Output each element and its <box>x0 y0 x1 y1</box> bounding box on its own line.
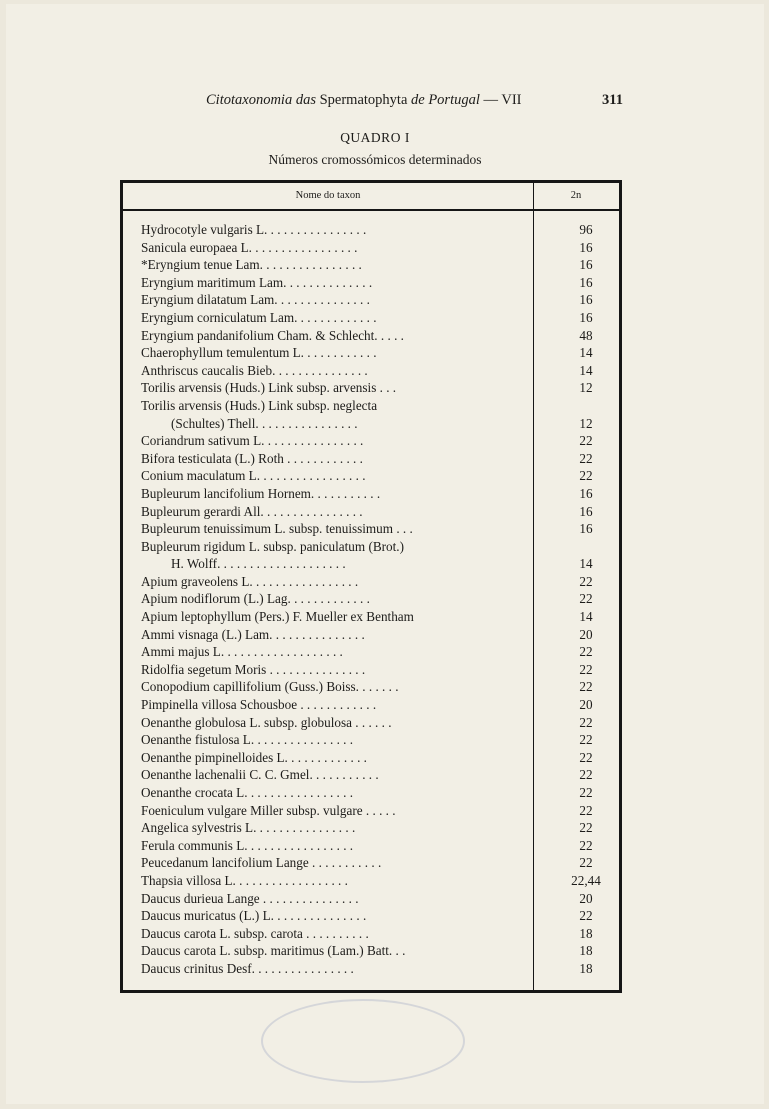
taxon-name: Oenanthe fistulosa L. . . . . . . . . . . . . . . . <box>141 732 354 748</box>
chromosome-number: 22 <box>579 820 593 836</box>
taxon-name: Oenanthe globulosa L. subsp. globulosa . . . . . . <box>141 714 392 730</box>
table-row <box>141 590 619 608</box>
table-row <box>141 520 619 538</box>
taxon-name: Angelica sylvestris L. . . . . . . . . . . . . . . . <box>141 820 356 836</box>
table-row <box>141 678 619 696</box>
table-row <box>141 291 619 309</box>
chromosome-number: 22 <box>579 732 593 748</box>
table-row <box>141 239 619 257</box>
table-row <box>141 925 619 943</box>
chromosome-number: 16 <box>579 503 593 519</box>
chromosome-number: 16 <box>579 239 593 255</box>
chromosome-number: 48 <box>579 327 593 343</box>
chromosome-number: 22 <box>579 855 593 871</box>
table-row <box>141 256 619 274</box>
page-number: 311 <box>602 92 623 108</box>
chromosome-number: 16 <box>579 521 593 537</box>
chromosome-number: 16 <box>579 257 593 273</box>
taxon-name: Conopodium capillifolium (Guss.) Boiss. . . . . . . <box>141 679 399 695</box>
taxon-name: Bupleurum rigidum L. subsp. paniculatum (Brot.) <box>141 538 404 554</box>
title-part-1: Citotaxonomia das <box>206 92 316 108</box>
title-part-3: de Portugal <box>411 92 480 108</box>
table-row <box>141 696 619 714</box>
taxon-name: (Schultes) Thell. . . . . . . . . . . . . . . . <box>171 415 358 431</box>
table-row <box>141 274 619 292</box>
taxon-name: Eryngium pandanifolium Cham. & Schlecht. . . . . <box>141 327 404 343</box>
taxon-name: Apium nodiflorum (L.) Lag. . . . . . . . . . . . . <box>141 591 370 607</box>
taxon-name: Eryngium corniculatum Lam. . . . . . . . . . . . . <box>141 309 377 325</box>
table-body <box>141 221 619 978</box>
table-row <box>141 538 619 556</box>
taxon-name: Bupleurum tenuissimum L. subsp. tenuissimum . . . <box>141 521 413 537</box>
chromosome-number: 22 <box>579 749 593 765</box>
taxon-name: Oenanthe lachenalii C. C. Gmel. . . . . . . . . . . <box>141 767 379 783</box>
taxon-name: Daucus carota L. subsp. maritimus (Lam.) Batt. . . <box>141 943 406 959</box>
table-row <box>141 397 619 415</box>
chromosome-number: 22 <box>579 679 593 695</box>
running-title <box>206 92 522 109</box>
table-row <box>141 362 619 380</box>
table-row <box>141 731 619 749</box>
taxon-name: Anthriscus caucalis Bieb. . . . . . . . . . . . . . . <box>141 362 368 378</box>
taxon-name: H. Wolff. . . . . . . . . . . . . . . . . . . . <box>171 556 346 572</box>
taxon-name: Daucus crinitus Desf. . . . . . . . . . . . . . . . <box>141 960 354 976</box>
table-row <box>141 432 619 450</box>
taxon-name: Daucus carota L. subsp. carota . . . . . . . . . . <box>141 925 369 941</box>
chromosome-number: 18 <box>579 925 593 941</box>
taxon-name: Ridolfia segetum Moris . . . . . . . . . . . . . . . <box>141 661 366 677</box>
title-part-2: Spermatophyta <box>315 92 412 108</box>
taxon-name: Thapsia villosa L. . . . . . . . . . . . . . . . . . <box>141 872 348 888</box>
library-stamp <box>261 999 465 1083</box>
table-row <box>141 221 619 239</box>
taxon-name: Daucus durieua Lange . . . . . . . . . . . . . . . <box>141 890 359 906</box>
table-row <box>141 485 619 503</box>
chromosome-number: 22 <box>579 573 593 589</box>
taxon-name: Ferula communis L. . . . . . . . . . . . . . . . . <box>141 837 354 853</box>
taxon-name: Chaerophyllum temulentum L. . . . . . . . . . . . <box>141 345 377 361</box>
table-row <box>141 573 619 591</box>
table-row <box>141 503 619 521</box>
taxon-name: Apium leptophyllum (Pers.) F. Mueller ex Bentham <box>141 609 414 625</box>
book-page <box>6 4 764 1104</box>
taxon-name: Bifora testiculata (L.) Roth . . . . . . . . . . . . <box>141 450 363 466</box>
table-row <box>141 643 619 661</box>
chromosome-number: 18 <box>579 943 593 959</box>
table-subtitle: Números cromossómicos determinados <box>268 152 482 167</box>
taxon-name: Apium graveolens L. . . . . . . . . . . . . . . . . <box>141 573 359 589</box>
chromosome-number: 22 <box>579 837 593 853</box>
table-row <box>141 608 619 626</box>
table-row <box>141 872 619 890</box>
taxon-name: Ammi majus L. . . . . . . . . . . . . . . . . . . <box>141 644 343 660</box>
column-header-taxon: Nome do taxon <box>295 190 361 201</box>
taxon-name: Torilis arvensis (Huds.) Link subsp. arvensis . . . <box>141 380 397 396</box>
chromosome-number: 96 <box>579 222 593 237</box>
table-title: QUADRO I <box>340 130 410 145</box>
chromosome-number: 14 <box>579 345 593 361</box>
taxon-name: Eryngium dilatatum Lam. . . . . . . . . . . . . . . <box>141 292 370 308</box>
taxon-name: Daucus muricatus (L.) L. . . . . . . . . . . . . . . <box>141 908 367 924</box>
taxon-name: Sanicula europaea L. . . . . . . . . . . . . . . . . <box>141 239 358 255</box>
chromosome-number: 22,44 <box>571 872 601 888</box>
table-row <box>141 890 619 908</box>
title-part-4: — VII <box>479 92 522 108</box>
chromosome-number: 22 <box>579 714 593 730</box>
table-row <box>141 714 619 732</box>
chromosome-number: 22 <box>579 767 593 783</box>
table-header <box>123 183 619 211</box>
chromosome-number: 22 <box>579 661 593 677</box>
table-row <box>141 766 619 784</box>
chromosome-number: 16 <box>579 485 593 501</box>
table-row <box>141 327 619 345</box>
table-row <box>141 749 619 767</box>
chromosome-number: 18 <box>579 960 593 976</box>
table-row <box>141 555 619 573</box>
table-row <box>141 626 619 644</box>
column-header-2n: 2n <box>570 190 582 201</box>
table-row <box>141 802 619 820</box>
taxon-name: Hydrocotyle vulgaris L. . . . . . . . . . . . . . . . <box>141 222 367 237</box>
chromosome-number: 22 <box>579 468 593 484</box>
taxon-name: Foeniculum vulgare Miller subsp. vulgare . . . . . <box>141 802 396 818</box>
table-row <box>141 837 619 855</box>
table-row <box>141 450 619 468</box>
table-row <box>141 309 619 327</box>
chromosome-number: 22 <box>579 908 593 924</box>
taxon-name: *Eryngium tenue Lam. . . . . . . . . . . . . . . . <box>141 257 362 273</box>
table-row <box>141 344 619 362</box>
chromosome-number: 12 <box>579 415 593 431</box>
taxon-name: Peucedanum lancifolium Lange . . . . . . . . . . . <box>141 855 382 871</box>
chromosome-number: 14 <box>579 609 593 625</box>
chromosome-number: 16 <box>579 274 593 290</box>
chromosome-number: 20 <box>579 626 593 642</box>
table-row <box>141 661 619 679</box>
taxon-name: Oenanthe crocata L. . . . . . . . . . . . . . . . . <box>141 785 354 800</box>
table-row <box>141 784 619 802</box>
taxon-name: Oenanthe pimpinelloides L. . . . . . . . . . . . . <box>141 749 367 765</box>
chromosome-number: 22 <box>579 644 593 660</box>
chromosome-number: 22 <box>579 433 593 449</box>
taxon-name: Bupleurum gerardi All. . . . . . . . . . . . . . . . <box>141 503 363 519</box>
chromosome-number: 22 <box>579 591 593 607</box>
table-row <box>141 854 619 872</box>
chromosome-number: 16 <box>579 292 593 308</box>
chromosome-number: 14 <box>579 362 593 378</box>
table-row <box>141 819 619 837</box>
taxon-name: Conium maculatum L. . . . . . . . . . . . . . . . . <box>141 468 366 484</box>
taxon-name: Ammi visnaga (L.) Lam. . . . . . . . . . . . . . . <box>141 626 365 642</box>
chromosome-number: 14 <box>579 556 593 572</box>
table-row <box>141 942 619 960</box>
taxon-name: Eryngium maritimum Lam. . . . . . . . . . . . . . <box>141 274 373 290</box>
table-row <box>141 415 619 433</box>
table-row <box>141 907 619 925</box>
chromosome-table <box>120 180 622 993</box>
chromosome-number: 12 <box>579 380 593 396</box>
chromosome-number: 20 <box>579 697 593 713</box>
chromosome-number: 22 <box>579 785 593 800</box>
chromosome-number: 22 <box>579 450 593 466</box>
taxon-name: Pimpinella villosa Schousboe . . . . . . . . . . . . <box>141 697 377 713</box>
table-row <box>141 467 619 485</box>
taxon-name: Torilis arvensis (Huds.) Link subsp. neglecta <box>141 397 378 413</box>
chromosome-number: 22 <box>579 802 593 818</box>
taxon-name: Coriandrum sativum L. . . . . . . . . . . . . . . . <box>141 433 364 449</box>
table-row <box>141 379 619 397</box>
chromosome-number: 20 <box>579 890 593 906</box>
table-row <box>141 960 619 978</box>
taxon-name: Bupleurum lancifolium Hornem. . . . . . . . . . . <box>141 485 381 501</box>
chromosome-number: 16 <box>579 309 593 325</box>
